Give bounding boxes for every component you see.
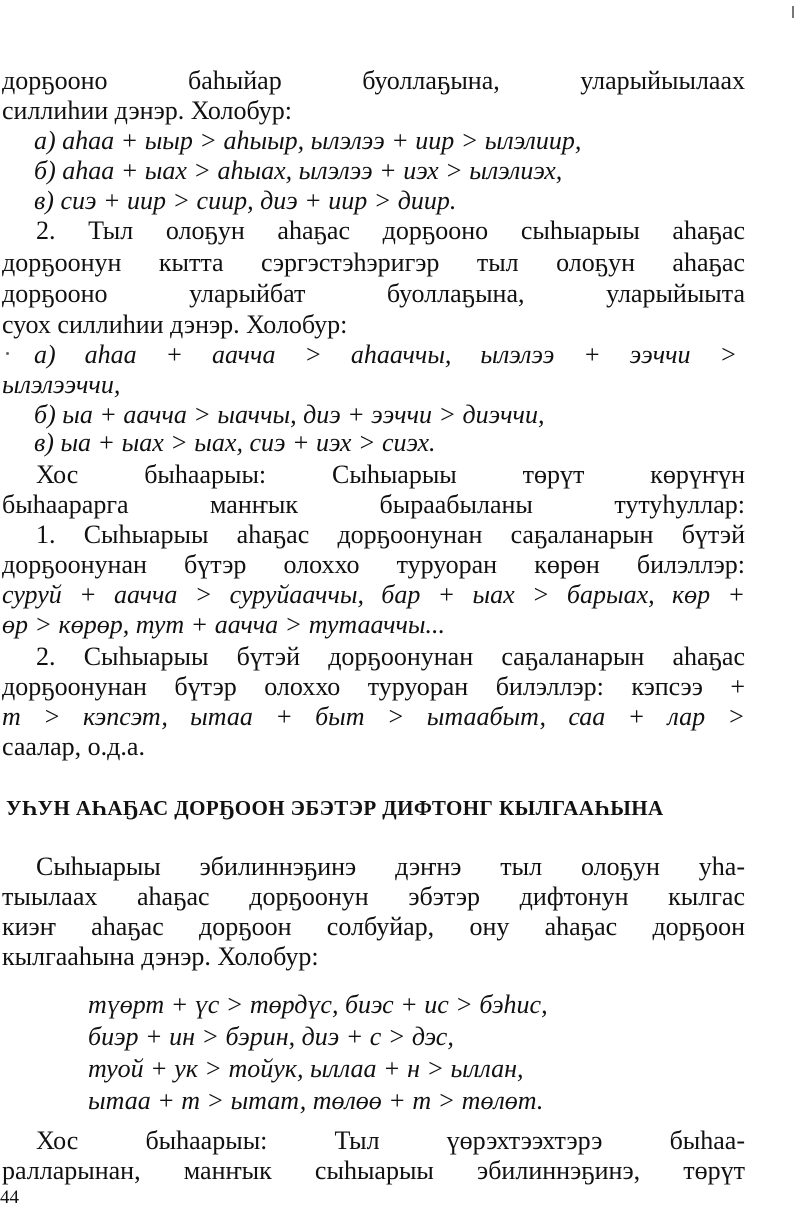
text-line: Сыһыарыы эбилиннэҕинэ дэҥнэ тыл олоҕун уһа- [36, 852, 745, 881]
example-line: түөрт + үс > төрдүс, биэс + ис > бэһис, [88, 990, 548, 1019]
example-line: т > кэпсэт, ытаа + быт > ытаабыт, саа + лар > [2, 702, 745, 731]
text-line: ралларынан, манҥык сыһыарыы эбилиннэҕинэ, төрүт [2, 1156, 745, 1185]
example-line: суруй + аачча > суруйааччы, бар + ыах > барыах, көр + [2, 580, 745, 609]
text-line: Хос быһаарыы: Сыһыарыы төрүт көрүҥүн [36, 460, 745, 489]
example-line: туой + ук > тойук, ыллаа + н > ыллан, [88, 1054, 524, 1083]
text-line: саалар, о.д.а. [2, 732, 145, 761]
example-line: а) аһаа + ыыр > аһыыр, ылэлээ + иир > ылэлиир, [34, 126, 582, 155]
example-line: в) сиэ + иир > сиир, диэ + иир > диир. [34, 186, 457, 215]
text-line: тыылаах аһаҕас дорҕоонун эбэтэр дифтонун кылгас [2, 882, 745, 911]
example-line: б) ыа + аачча > ыаччы, диэ + ээччи > диэччи, [34, 400, 545, 429]
example-line: өр > көрөр, тут + аачча > тутааччы... [2, 610, 446, 639]
text-line: Хос быһаарыы: Тыл үөрэхтээхтэрэ быһаа- [36, 1126, 745, 1155]
text-line: быһаарарга манҥык быраабыланы тутуһуллар: [2, 490, 745, 519]
text-line: дорҕооно баһыйар буоллаҕына, уларыйыылаах [2, 66, 745, 95]
example-line: ылэлээччи, [2, 370, 121, 399]
text-line: суох силлиһии дэнэр. Холобур: [2, 310, 348, 339]
example-line: б) аһаа + ыах > аһыах, ылэлээ + иэх > ылэлиэх, [34, 156, 563, 185]
example-line: ытаа + т > ытат, төлөө + т > төлөт. [88, 1086, 544, 1115]
text-line: дорҕоонунан бүтэр олоххо туруоран көрөн билэллэр: [2, 550, 745, 579]
text-line: дорҕоонун кытта сэргэстэһэригэр тыл олоҕун аһаҕас [2, 248, 745, 277]
text-line: кылгааһына дэнэр. Холобур: [2, 942, 319, 971]
text-line: силлиһии дэнэр. Холобур: [2, 96, 292, 125]
text-line: дорҕооно уларыйбат буоллаҕына, уларыйыыта [2, 279, 745, 308]
text-line: 2. Тыл олоҕун аһаҕас дорҕооно сыһыарыы аһаҕас [36, 216, 745, 245]
margin-mark [792, 6, 794, 18]
text-line: 2. Сыһыарыы бүтэй дорҕоонунан саҕаланарын аһаҕас [36, 642, 745, 671]
text-line: 1. Сыһыарыы аһаҕас дорҕоонунан саҕаланарын бүтэй [36, 520, 745, 549]
text-line: дорҕоонунан бүтэр олоххо туруоран билэллэр: кэпсээ + [2, 672, 745, 701]
example-line: а) аһаа + аачча > аһааччы, ылэлээ + ээччи > [34, 340, 737, 369]
section-heading: УҺУН АҺАҔАС ДОРҔООН ЭБЭТЭР ДИФТОНГ КЫЛГААҺЫНА [6, 796, 664, 820]
example-line: в) ыа + ыах > ыах, сиэ + иэх > сиэх. [34, 428, 436, 457]
margin-dot [6, 352, 9, 355]
page-number: 44 [0, 1187, 19, 1208]
example-line: биэр + ин > бэрин, диэ + с > дэс, [88, 1022, 454, 1051]
text-line: киэҥ аһаҕас дорҕоон солбуйар, ону аһаҕас дорҕоон [2, 912, 745, 941]
